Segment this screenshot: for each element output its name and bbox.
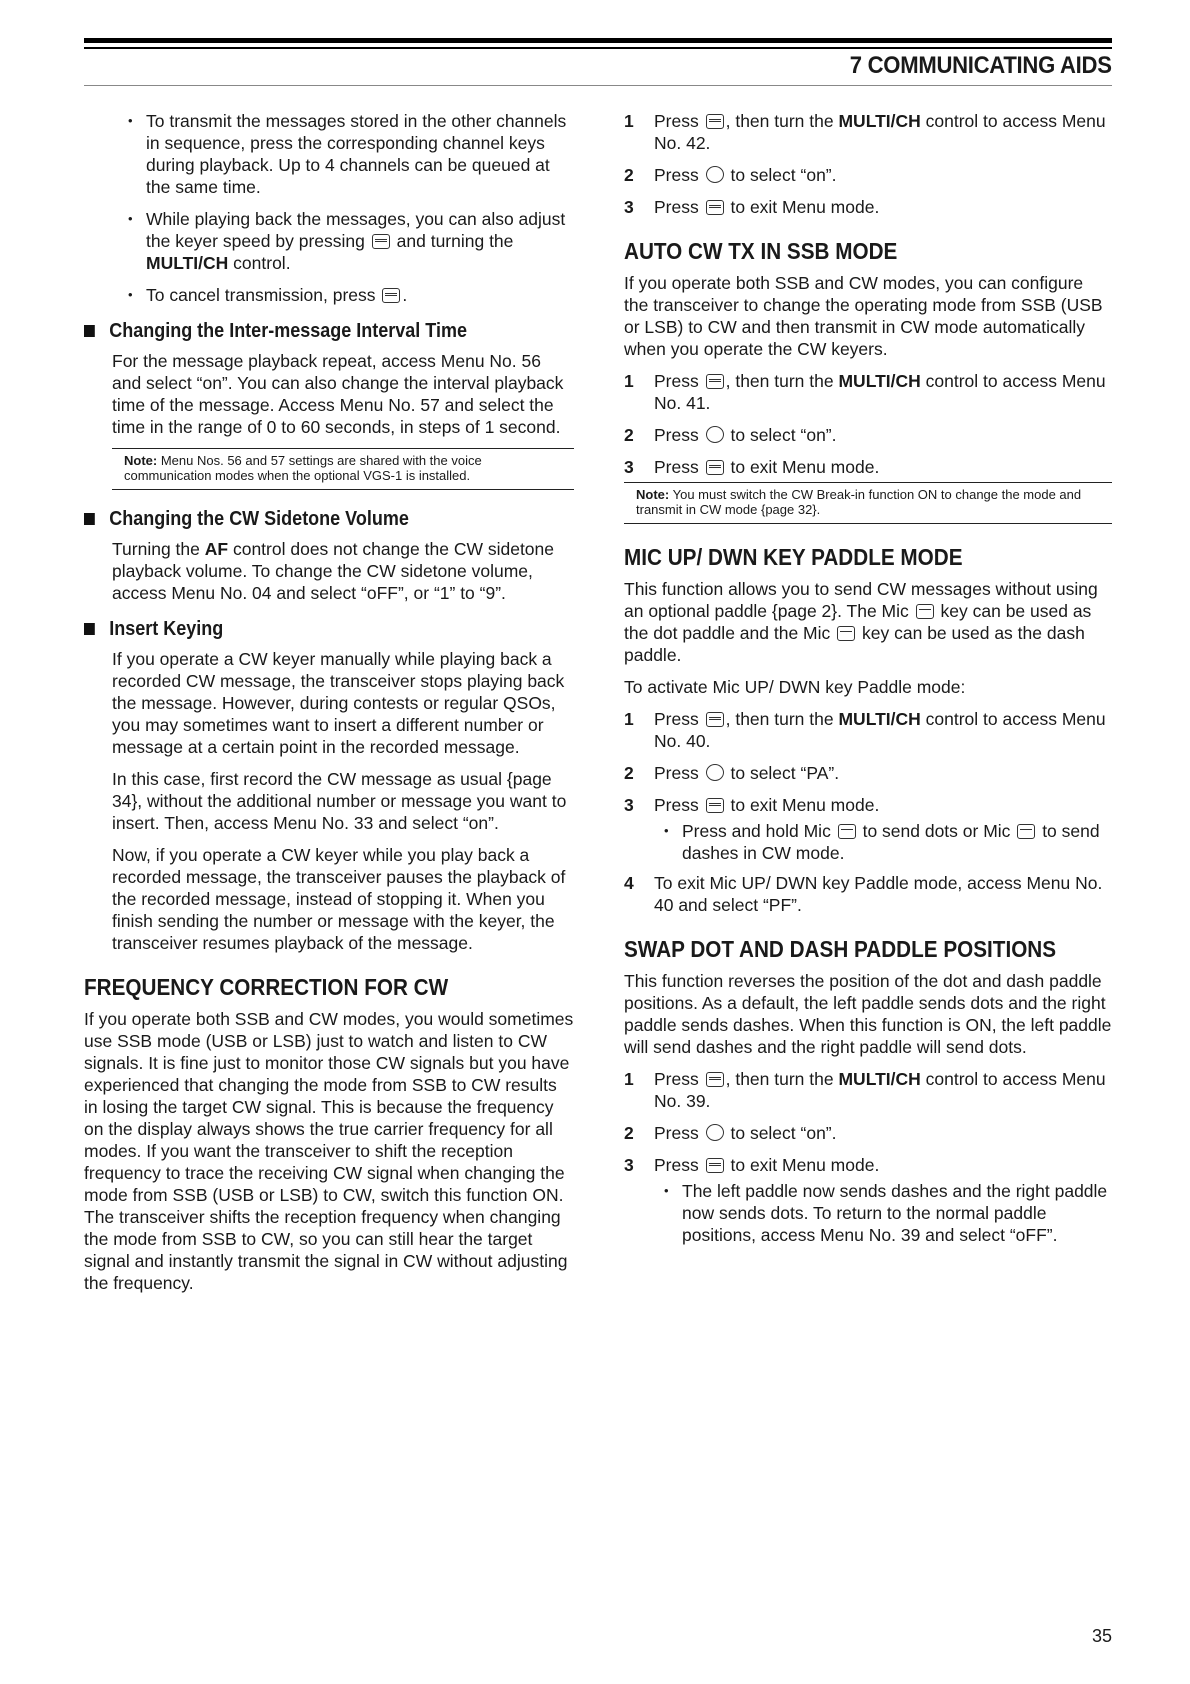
square-bullet-icon — [84, 623, 95, 635]
interval-body: For the message playback repeat, access Menu No. 56 and select “on”. You can also change the interval playback time of the message. Access Menu No. 57 and select the time in the range of 0 to 60 seconds, in steps of 1 second. — [112, 351, 564, 437]
freq-correction-heading: FREQUENCY CORRECTION FOR CW — [84, 974, 449, 1000]
chapter-title: 7 COMMUNICATING AIDS — [850, 52, 1112, 79]
swap-paddle-body: This function reverses the position of the dot and dash paddle positions. As a default, the left paddle sends dots and the right paddle sends dashes. When this function is ON, the left paddle will send dashes and the right paddle will send dots. — [624, 971, 1112, 1057]
right-column — [624, 110, 1112, 1254]
list-item: 1 Press , then turn the MULTI/CH control to access Menu No. 41. — [624, 371, 1106, 413]
up-key-icon — [706, 764, 724, 781]
insert-p1: If you operate a CW keyer manually while playing back a recorded CW message, the transceiver stops playing back the message. However, during contests or regular QSOs, you may sometimes want to insert a different number or message at a certain point in the recorded message. — [112, 649, 565, 757]
square-bullet-icon — [84, 325, 95, 337]
list-item: • To cancel transmission, press . — [112, 284, 574, 306]
list-item: 1 Press , then turn the MULTI/CH control to access Menu No. 42. — [624, 111, 1106, 153]
page-number: 35 — [1091, 1626, 1112, 1646]
freq-correction-body: If you operate both SSB and CW modes, you would sometimes use SSB mode (USB or LSB) just to watch and listen to CW signals. It is fine just to monitor those CW signals but you have experienced that changing the mode from SSB to CW results in losing the target CW signal. This is because the frequency on the display always shows the true carrier frequency for all modes. If you want the transceiver to shift the reception frequency to trace the receiving CW signal when changing the mode from SSB (USB or LSB) to CW, switch this function ON. The transceiver shifts the reception frequency when changing the mode from SSB to CW, so you can still hear the target signal and instantly transmit the signal in CW without adjusting the frequency. — [84, 1009, 574, 1293]
list-item: • Press and hold Mic to send dots or Mic to send dashes in CW mode. — [624, 820, 1112, 864]
menu-key-icon — [706, 374, 724, 389]
mic-dwn-key-icon — [1017, 824, 1035, 839]
menu-key-icon — [706, 1072, 724, 1087]
list-item: 2 Press to select “on”. — [624, 165, 837, 185]
mic-dwn-key-icon — [837, 626, 855, 641]
list-item: • The left paddle now sends dashes and the right paddle now sends dots. To return to the normal paddle positions, access Menu No. 39 and select “oFF”. — [624, 1180, 1112, 1246]
auto-cw-body: If you operate both SSB and CW modes, you can configure the transceiver to change the operating mode from SSB (USB or LSB) to CW and then transmit in CW mode automatically when you operate the CW keyers. — [624, 273, 1103, 359]
auto-cw-heading: AUTO CW TX IN SSB MODE — [624, 238, 898, 264]
interval-heading: Changing the Inter-message Interval Time — [84, 320, 525, 342]
header-rule-thin — [84, 47, 1112, 49]
mic-up-key-icon — [838, 824, 856, 839]
menu-key-icon — [706, 460, 724, 475]
header-rule-bottom — [84, 85, 1112, 86]
list-item: 3 Press to exit Menu mode. — [624, 1155, 880, 1175]
list-item: • While playing back the messages, you can also adjust the keyer speed by pressing and turning the MULTI/CH control. — [112, 208, 574, 274]
interval-note: Note: Menu Nos. 56 and 57 settings are shared with the voice communication modes when the optional VGS-1 is installed. — [112, 448, 574, 490]
auto-cw-note: Note: You must switch the CW Break-in function ON to change the mode and transmit in CW mode {page 32}. — [624, 482, 1112, 524]
mic-up-key-icon — [916, 604, 934, 619]
list-item: 2 Press to select “on”. — [624, 1123, 837, 1143]
sidetone-body: Turning the AF control does not change the CW sidetone playback volume. To change the CW sidetone volume, access Menu No. 04 and select “oFF”, or “1” to “9”. — [112, 539, 555, 603]
steps-menu-42 — [624, 110, 1112, 218]
insert-keying-heading: Insert Keying — [84, 618, 525, 640]
left-column — [84, 110, 574, 1304]
list-item: 1 Press , then turn the MULTI/CH control to access Menu No. 40. — [624, 709, 1106, 751]
insert-p2: In this case, first record the CW message as usual {page 34}, without the additional number or message you want to insert. Then, access Menu No. 33 and select “on”. — [112, 769, 567, 833]
list-item: 3 Press to exit Menu mode. — [624, 795, 880, 815]
list-item: 2 Press to select “on”. — [624, 425, 837, 445]
steps-menu-41 — [624, 370, 1112, 478]
list-item: 3 Press to exit Menu mode. — [624, 457, 880, 477]
up-key-icon — [706, 426, 724, 443]
delay-key-icon — [372, 234, 390, 249]
steps-menu-39 — [624, 1068, 1112, 1176]
list-item: • To transmit the messages stored in the other channels in sequence, press the corresponding channel keys during playback. Up to 4 channels can be queued at the same time. — [112, 110, 574, 198]
menu-key-icon — [706, 1158, 724, 1173]
sidetone-heading: Changing the CW Sidetone Volume — [84, 508, 525, 530]
mic-paddle-body: This function allows you to send CW messages without using an optional paddle {page 2}. The Mic key can be used as the dot paddle and the Mic key can be used as the dash paddle. — [624, 579, 1098, 665]
swap-paddle-heading: SWAP DOT AND DASH PADDLE POSITIONS — [624, 936, 1057, 962]
insert-p3: Now, if you operate a CW keyer while you play back a recorded message, the transceiver pauses the playback of the recorded message, instead of stopping it. When you finish sending the number or message with the keyer, the transceiver resumes playback of the message. — [112, 845, 566, 953]
list-item: 3 Press to exit Menu mode. — [624, 197, 880, 217]
swap-paddle-subbullets — [624, 1180, 1112, 1246]
list-item: 2 Press to select “PA”. — [624, 763, 840, 783]
menu-key-icon — [706, 114, 724, 129]
step-exit-paddle — [624, 872, 1112, 916]
list-item: 4 To exit Mic UP/ DWN key Paddle mode, access Menu No. 40 and select “PF”. — [624, 873, 1103, 915]
mic-paddle-subbullets — [624, 820, 1112, 864]
menu-key-icon — [706, 798, 724, 813]
up-key-icon — [706, 166, 724, 183]
square-bullet-icon — [84, 513, 95, 525]
header-rule-thick — [84, 38, 1112, 43]
menu-key-icon — [706, 200, 724, 215]
clr-key-icon — [382, 288, 400, 303]
mic-paddle-activate: To activate Mic UP/ DWN key Paddle mode: — [624, 677, 966, 697]
menu-key-icon — [706, 712, 724, 727]
up-key-icon — [706, 1124, 724, 1141]
mic-paddle-heading: MIC UP/ DWN KEY PADDLE MODE — [624, 544, 963, 570]
steps-menu-40 — [624, 708, 1112, 816]
playback-bullets — [112, 110, 574, 306]
list-item: 1 Press , then turn the MULTI/CH control to access Menu No. 39. — [624, 1069, 1106, 1111]
